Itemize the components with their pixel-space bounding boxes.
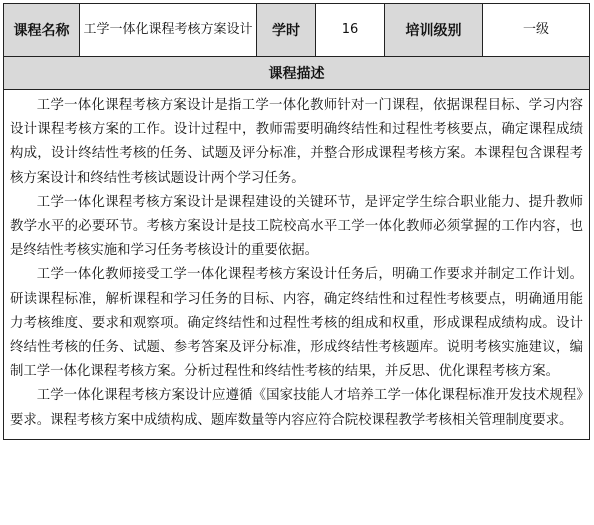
training-level-value: 一级 [483, 4, 590, 57]
description-body-row [4, 90, 590, 440]
hours-value: 16 [316, 4, 385, 57]
description-title: 课程描述 [4, 57, 590, 90]
course-info-table [3, 3, 590, 440]
course-name-value: 工学一体化课程考核方案设计 [80, 4, 257, 57]
training-level-label: 培训级别 [385, 4, 483, 57]
description-title-row [4, 57, 590, 90]
course-name-label: 课程名称 [4, 4, 80, 57]
description-paragraph: 工学一体化课程考核方案设计是指工学一体化教师针对一门课程，依据课程目标、学习内容设计课程考核方案的工作。设计过程中，教师需要明确终结性和过程性考核要点，确定课程成绩构成，设计终结性考核的任务、试题及评分标准，并整合形成课程考核方案。本课程包含课程考核方案设计和终结性考核试题设计两个学习任务。 [10, 98, 583, 186]
description-paragraph: 工学一体化教师接受工学一体化课程考核方案设计任务后，明确工作要求并制定工作计划。研读课程标准，解析课程和学习任务的目标、内容，确定终结性和过程性考核要点，明确通用能力考核维度、要求和观察项。确定终结性和过程性考核的组成和权重，形成课程成绩构成。设计终结性考核的任务、试题、参考答案及评分标准，形成终结性考核题库。说明考核实施建议，编制工学一体化课程考核方案。分析过程性和终结性考核的结果，并反思、优化课程考核方案。 [10, 267, 583, 380]
description-body [4, 90, 590, 440]
hours-label: 学时 [257, 4, 316, 57]
description-paragraph: 工学一体化课程考核方案设计应遵循《国家技能人才培养工学一体化课程标准开发技术规程》要求。课程考核方案中成绩构成、题库数量等内容应符合院校课程教学考核相关管理制度要求。 [10, 388, 583, 428]
course-header-row [4, 4, 590, 57]
description-paragraph: 工学一体化课程考核方案设计是课程建设的关键环节，是评定学生综合职业能力、提升教师教学水平的必要环节。考核方案设计是技工院校高水平工学一体化教师必须掌握的工作内容，也是终结性考核实施和学习任务考核设计的重要依据。 [10, 194, 583, 259]
